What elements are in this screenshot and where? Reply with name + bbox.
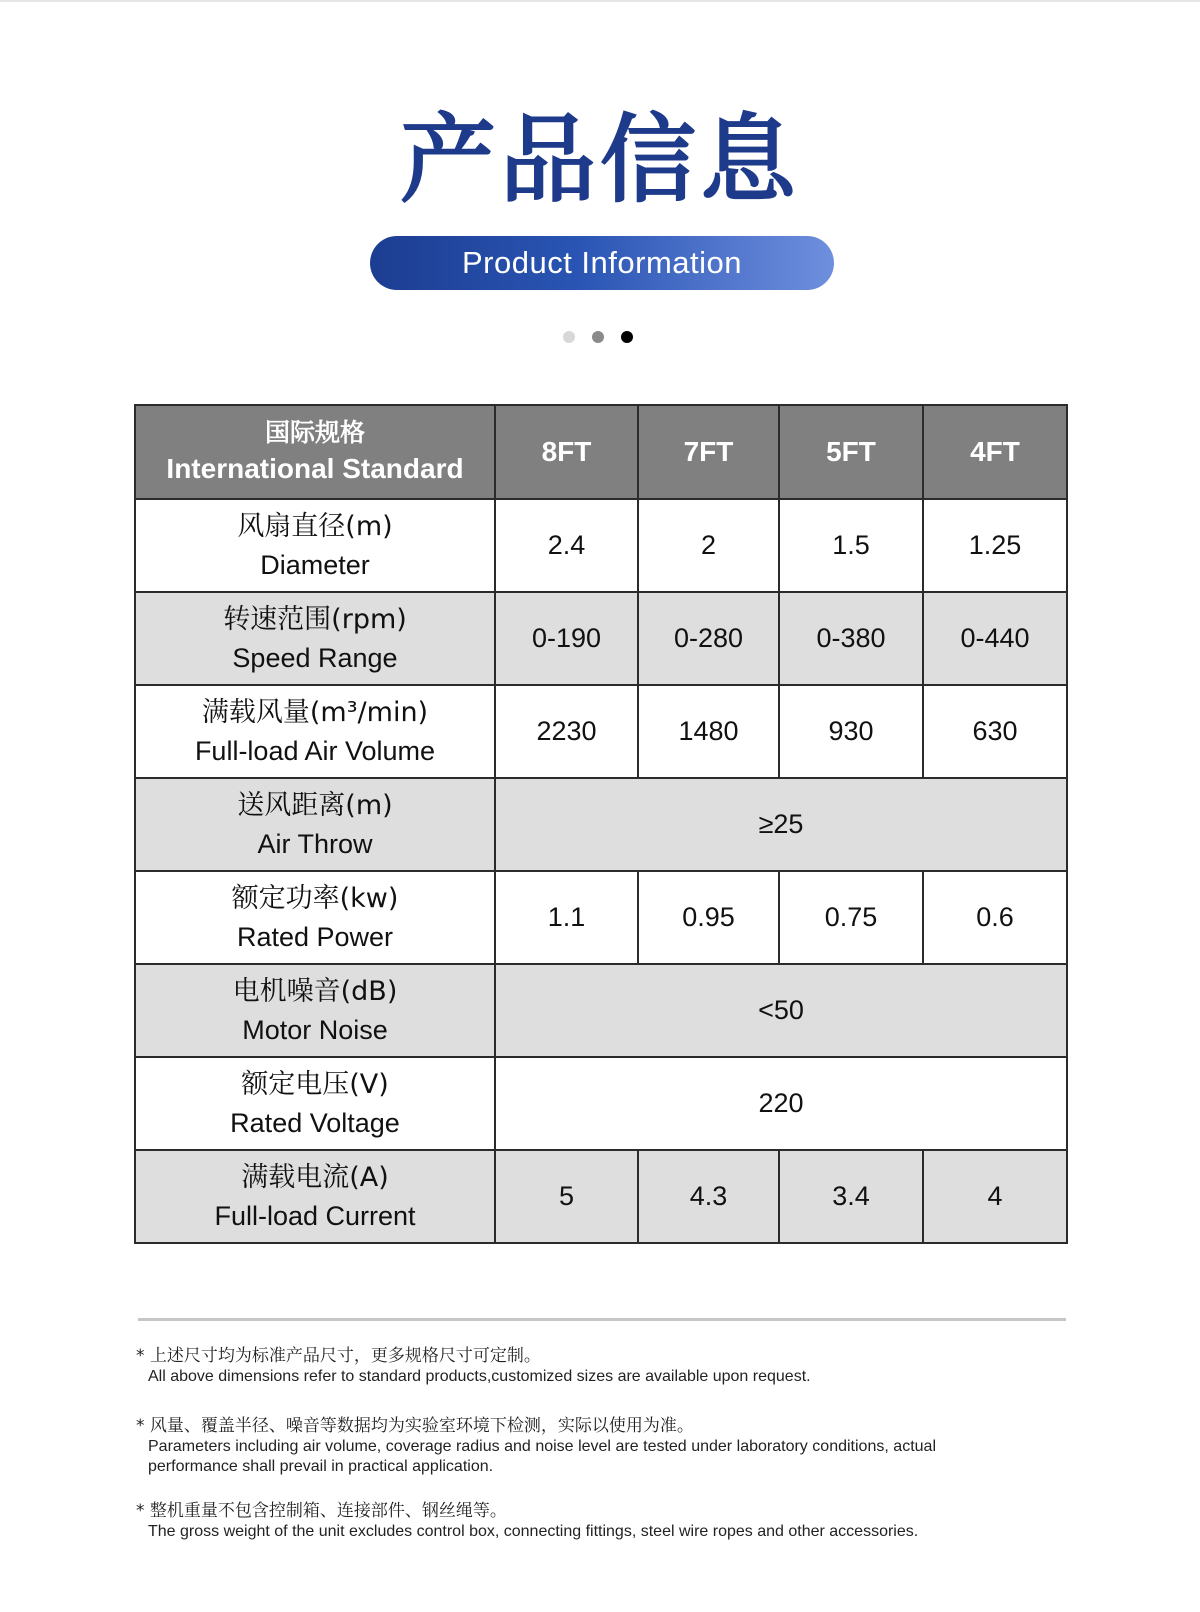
row-label-zh: 风扇直径(m) (237, 510, 393, 542)
row-label-en: Full-load Air Volume (194, 735, 436, 766)
table-row-speed-range (135, 592, 1067, 685)
value-cell: 2 (638, 499, 779, 592)
row-label-cell (135, 499, 495, 592)
note-en: All above dimensions refer to standard products,customized sizes are available upon request. (148, 1368, 811, 1385)
header-size-8ft: 8FT (495, 405, 638, 499)
value-cell: 1480 (638, 685, 779, 778)
table-row-diameter (135, 499, 1067, 592)
top-border (0, 0, 1200, 2)
divider-line (138, 1318, 1066, 1321)
merged-value-cell: <50 (495, 964, 1067, 1057)
value-cell: 5 (495, 1150, 638, 1243)
table-row-motor-noise (135, 964, 1067, 1057)
pagination-dots (563, 331, 633, 343)
table-row-rated-voltage (135, 1057, 1067, 1150)
header-label-en: International Standard (166, 453, 464, 484)
note-1 (136, 1345, 936, 1387)
value-cell: 1.5 (779, 499, 923, 592)
value-cell: 0-440 (923, 592, 1067, 685)
note-zh: * 上述尺寸均为标准产品尺寸，更多规格尺寸可定制。 (136, 1346, 541, 1366)
row-label-cell (135, 778, 495, 871)
row-label-cell (135, 685, 495, 778)
value-cell: 0.95 (638, 871, 779, 964)
row-label-en: Rated Power (236, 921, 394, 952)
row-label-en: Speed Range (232, 642, 398, 673)
page-title: 产品信息 (400, 104, 800, 216)
value-cell: 4.3 (638, 1150, 779, 1243)
table-row-air-volume (135, 685, 1067, 778)
header-size-5ft: 5FT (779, 405, 923, 499)
value-cell: 930 (779, 685, 923, 778)
row-label-cell (135, 871, 495, 964)
table-row-full-load-current (135, 1150, 1067, 1243)
value-cell: 2230 (495, 685, 638, 778)
row-label-cell (135, 1057, 495, 1150)
pagination-dot-2[interactable] (592, 331, 604, 343)
note-en: The gross weight of the unit excludes control box, connecting fittings, steel wire ropes and other accessories. (148, 1523, 919, 1540)
row-label-en: Diameter (260, 549, 370, 580)
row-label-zh: 额定功率(kw) (231, 882, 399, 914)
spec-table (134, 404, 1068, 1244)
value-cell: 0-380 (779, 592, 923, 685)
note-zh: * 整机重量不包含控制箱、连接部件、钢丝绳等。 (136, 1501, 507, 1521)
row-label-zh: 额定电压(V) (241, 1068, 389, 1100)
row-label-en: Rated Voltage (230, 1107, 400, 1138)
value-cell: 1.25 (923, 499, 1067, 592)
value-cell: 0-280 (638, 592, 779, 685)
value-cell: 2.4 (495, 499, 638, 592)
merged-value-cell: 220 (495, 1057, 1067, 1150)
value-cell: 1.1 (495, 871, 638, 964)
row-label-en: Full-load Current (214, 1200, 416, 1231)
note-en: Parameters including air volume, coverage radius and noise level are tested under laboratory conditions, actual performance shall prevail in practical application. (148, 1438, 936, 1475)
header-label-zh: 国际规格 (264, 419, 365, 447)
subtitle-pill: Product Information (370, 236, 834, 290)
header-size-7ft: 7FT (638, 405, 779, 499)
table-row-rated-power (135, 871, 1067, 964)
row-label-zh: 满载电流(A) (241, 1161, 389, 1193)
row-label-zh: 转速范围(rpm) (223, 603, 407, 635)
row-label-en: Motor Noise (242, 1014, 388, 1045)
row-label-cell (135, 1150, 495, 1243)
note-zh: * 风量、覆盖半径、噪音等数据均为实验室环境下检测，实际以使用为准。 (136, 1416, 694, 1436)
table-row-air-throw (135, 778, 1067, 871)
value-cell: 0.75 (779, 871, 923, 964)
value-cell: 0.6 (923, 871, 1067, 964)
value-cell: 630 (923, 685, 1067, 778)
row-label-cell (135, 592, 495, 685)
row-label-en: Air Throw (257, 828, 373, 859)
note-2 (136, 1415, 936, 1477)
pagination-dot-1[interactable] (563, 331, 575, 343)
merged-value-cell: ≥25 (495, 778, 1067, 871)
value-cell: 3.4 (779, 1150, 923, 1243)
value-cell: 0-190 (495, 592, 638, 685)
row-label-zh: 满载风量(m³/min) (201, 696, 429, 728)
pagination-dot-3-active[interactable] (621, 331, 633, 343)
row-label-zh: 电机噪音(dB) (232, 975, 398, 1007)
row-label-cell (135, 964, 495, 1057)
note-3 (136, 1500, 936, 1542)
table-header-row (135, 405, 1067, 499)
header-label-cell (135, 405, 495, 499)
row-label-zh: 送风距离(m) (237, 789, 393, 821)
value-cell: 4 (923, 1150, 1067, 1243)
header-size-4ft: 4FT (923, 405, 1067, 499)
